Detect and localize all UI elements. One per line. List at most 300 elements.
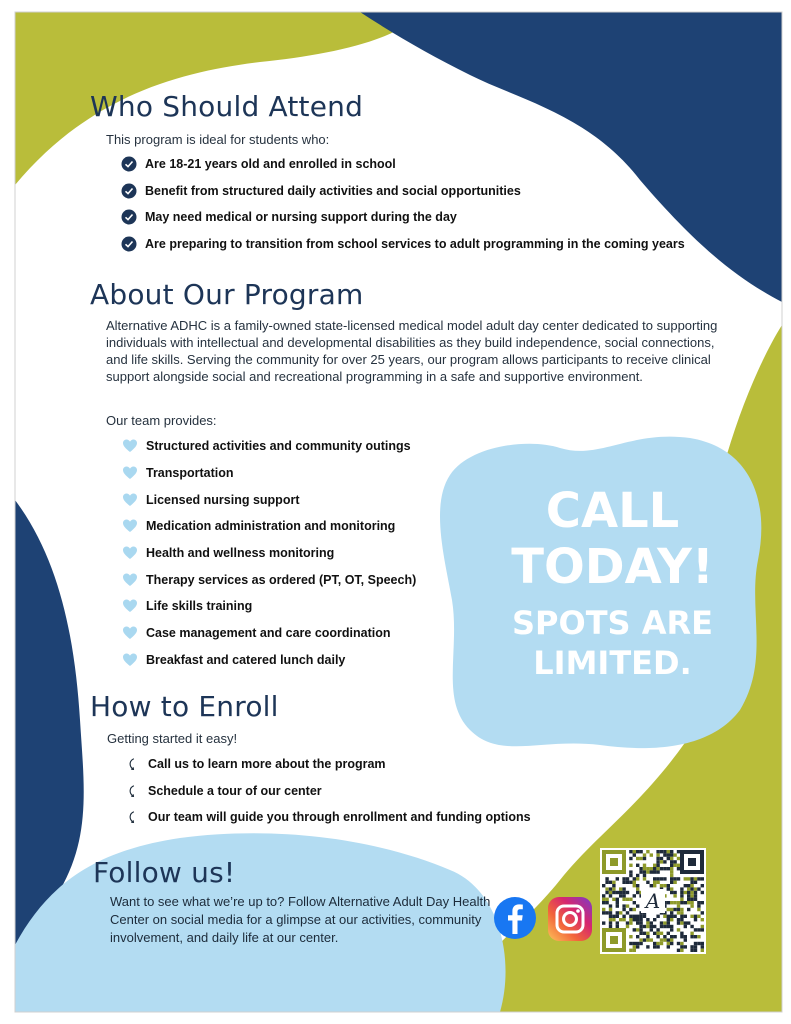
qr-module: [701, 949, 704, 952]
qr-module: [680, 945, 683, 948]
heart-icon: [122, 465, 138, 481]
heart-icon: [122, 518, 138, 534]
qr-module: [684, 945, 687, 948]
check-circle-icon: [121, 236, 137, 252]
list-item: [121, 204, 685, 231]
qr-module: [697, 928, 700, 931]
qr-module: [697, 915, 700, 918]
qr-module: [663, 921, 666, 924]
qr-module: [656, 864, 659, 867]
qr-module: [694, 915, 697, 918]
qr-module: [697, 908, 700, 911]
qr-module: [622, 887, 625, 890]
qr-module: [639, 938, 642, 941]
qr-module: [680, 894, 683, 897]
qr-module: [629, 915, 632, 918]
qr-module: [616, 901, 619, 904]
qr-module: [690, 877, 693, 880]
qr-module: [684, 935, 687, 938]
qr-module: [690, 915, 693, 918]
qr-module: [680, 935, 683, 938]
qr-module: [690, 901, 693, 904]
qr-module: [626, 898, 629, 901]
qr-module: [660, 877, 663, 880]
list-item: [121, 231, 685, 258]
qr-module: [701, 945, 704, 948]
qr-module: [663, 925, 666, 928]
qr-module: [694, 918, 697, 921]
step-text: Call us to learn more about the program: [148, 757, 386, 772]
qr-module: [616, 925, 619, 928]
qr-module: [684, 921, 687, 924]
qr-module: [619, 894, 622, 897]
qr-module: [701, 942, 704, 945]
qr-module: [602, 921, 605, 924]
qr-module: [697, 887, 700, 890]
qr-module: [656, 881, 659, 884]
qr-module: [646, 932, 649, 935]
heart-icon: [122, 652, 138, 668]
qr-module: [656, 915, 659, 918]
qr-module: [629, 874, 632, 877]
qr-module: [670, 887, 673, 890]
qr-module: [670, 860, 673, 863]
list-item: [122, 513, 416, 540]
cta-line-3: SPOTS ARE: [512, 604, 713, 642]
qr-module: [670, 874, 673, 877]
qr-module: [622, 877, 625, 880]
heart-icon: [122, 492, 138, 508]
qr-module: [663, 935, 666, 938]
qr-module: [622, 881, 625, 884]
qr-module: [656, 877, 659, 880]
qr-module: [609, 891, 612, 894]
qr-module: [670, 877, 673, 880]
qr-module: [639, 942, 642, 945]
qr-module: [646, 867, 649, 870]
qr-module: [677, 918, 680, 921]
qr-module: [663, 867, 666, 870]
check-circle-icon: [121, 209, 137, 225]
curved-arrow-icon: [126, 783, 140, 799]
qr-module: [633, 884, 636, 887]
qr-module: [697, 904, 700, 907]
qr-module: [701, 884, 704, 887]
qr-module: [701, 918, 704, 921]
qr-module: [690, 887, 693, 890]
enroll-intro: Getting started it easy!: [107, 731, 238, 746]
about-title: About Our Program: [90, 278, 364, 311]
qr-module: [636, 887, 639, 890]
list-item: [122, 566, 416, 593]
qr-module: [650, 870, 653, 873]
qr-module: [687, 887, 690, 890]
qr-module: [629, 881, 632, 884]
qr-module: [650, 921, 653, 924]
qr-module: [643, 874, 646, 877]
list-item: [121, 178, 685, 205]
qr-module: [690, 935, 693, 938]
qr-module: [660, 942, 663, 945]
qr-module: [670, 915, 673, 918]
qr-module: [663, 853, 666, 856]
qr-module: [687, 884, 690, 887]
qr-module: [605, 911, 608, 914]
qr-module: [653, 867, 656, 870]
qr-module: [639, 870, 642, 873]
qr-module: [636, 918, 639, 921]
qr-module: [677, 904, 680, 907]
qr-module: [626, 921, 629, 924]
qr-module: [673, 894, 676, 897]
call-to-action: [460, 483, 765, 683]
qr-module: [602, 908, 605, 911]
qr-module: [633, 881, 636, 884]
qr-module: [626, 891, 629, 894]
qr-module: [653, 945, 656, 948]
qr-module: [609, 908, 612, 911]
qr-module: [643, 915, 646, 918]
qr-module: [684, 884, 687, 887]
qr-module: [629, 949, 632, 952]
qr-module: [619, 918, 622, 921]
qr-module: [636, 874, 639, 877]
heart-icon: [122, 625, 138, 641]
qr-module: [694, 949, 697, 952]
qr-module: [636, 935, 639, 938]
qr-module: [701, 901, 704, 904]
qr-module: [612, 891, 615, 894]
who-item-text: May need medical or nursing support during the day: [145, 210, 457, 225]
qr-module: [667, 938, 670, 941]
qr-module: [680, 908, 683, 911]
qr-module: [612, 918, 615, 921]
qr-module: [605, 881, 608, 884]
qr-module: [609, 918, 612, 921]
qr-module: [636, 942, 639, 945]
who-title: Who Should Attend: [90, 90, 364, 123]
qr-module: [701, 925, 704, 928]
qr-module: [633, 942, 636, 945]
qr-module: [660, 860, 663, 863]
qr-module: [605, 901, 608, 904]
qr-module: [677, 864, 680, 867]
qr-module: [667, 867, 670, 870]
qr-module: [605, 891, 608, 894]
list-item: [122, 620, 416, 647]
qr-module: [697, 942, 700, 945]
qr-module: [677, 911, 680, 914]
who-list: [121, 151, 685, 257]
heart-icon: [122, 572, 138, 588]
service-text: Breakfast and catered lunch daily: [146, 652, 346, 667]
qr-module: [626, 904, 629, 907]
qr-module: [687, 891, 690, 894]
qr-module: [656, 942, 659, 945]
service-text: Therapy services as ordered (PT, OT, Speech): [146, 572, 417, 587]
qr-module: [616, 877, 619, 880]
qr-module: [602, 898, 605, 901]
qr-module: [680, 898, 683, 901]
qr-module: [616, 921, 619, 924]
qr-module: [609, 915, 612, 918]
qr-module: [646, 925, 649, 928]
qr-code[interactable]: [600, 848, 706, 954]
cta-line-2: TODAY!: [511, 539, 714, 595]
list-item: [122, 486, 416, 513]
qr-module: [643, 867, 646, 870]
qr-module: [629, 898, 632, 901]
qr-module: [656, 850, 659, 853]
qr-module: [687, 901, 690, 904]
qr-module: [663, 860, 666, 863]
qr-module: [670, 901, 673, 904]
qr-module: [643, 925, 646, 928]
step-text: Our team will guide you through enrollment and funding options: [148, 810, 531, 825]
qr-module: [687, 877, 690, 880]
qr-module: [684, 901, 687, 904]
qr-module: [636, 877, 639, 880]
instagram-icon[interactable]: [547, 896, 593, 942]
qr-module: [639, 932, 642, 935]
qr-module: [622, 915, 625, 918]
service-text: Life skills training: [146, 599, 253, 614]
qr-module: [646, 938, 649, 941]
qr-module: [633, 853, 636, 856]
qr-module: [622, 904, 625, 907]
curved-arrow-icon: [126, 809, 140, 825]
qr-module: [690, 925, 693, 928]
qr-module: [680, 918, 683, 921]
qr-module: [670, 928, 673, 931]
qr-module: [680, 911, 683, 914]
qr-module: [629, 908, 632, 911]
qr-module: [687, 898, 690, 901]
qr-module: [667, 921, 670, 924]
qr-module: [609, 894, 612, 897]
qr-module: [629, 864, 632, 867]
qr-module: [629, 870, 632, 873]
list-item: [126, 751, 531, 778]
qr-module: [636, 915, 639, 918]
qr-module: [673, 908, 676, 911]
qr-module: [694, 928, 697, 931]
qr-module: [667, 915, 670, 918]
qr-module: [663, 915, 666, 918]
qr-module: [616, 911, 619, 914]
qr-module: [653, 942, 656, 945]
qr-module: [653, 918, 656, 921]
qr-module: [660, 850, 663, 853]
qr-module: [650, 938, 653, 941]
qr-module: [633, 928, 636, 931]
qr-module: [602, 884, 605, 887]
qr-module: [690, 894, 693, 897]
who-item-text: Benefit from structured daily activities and social opportunities: [145, 183, 521, 198]
service-text: Licensed nursing support: [146, 492, 300, 507]
qr-module: [677, 877, 680, 880]
qr-module: [656, 945, 659, 948]
qr-module: [701, 911, 704, 914]
qr-module: [629, 857, 632, 860]
qr-module: [670, 857, 673, 860]
list-item: [122, 460, 416, 487]
qr-module: [643, 853, 646, 856]
qr-module: [660, 938, 663, 941]
step-text: Schedule a tour of our center: [148, 783, 322, 798]
qr-module: [670, 911, 673, 914]
qr-module: [616, 904, 619, 907]
services-list: [122, 433, 416, 673]
qr-module: [677, 867, 680, 870]
service-text: Structured activities and community outings: [146, 439, 411, 454]
qr-module: [694, 887, 697, 890]
qr-module: [667, 853, 670, 856]
qr-module: [643, 877, 646, 880]
qr-module: [677, 908, 680, 911]
qr-module: [670, 850, 673, 853]
who-item-text: Are preparing to transition from school services to adult programming in the coming years: [145, 236, 685, 251]
team-intro: Our team provides:: [106, 413, 217, 428]
qr-module: [636, 891, 639, 894]
qr-module: [667, 850, 670, 853]
qr-module: [667, 884, 670, 887]
qr-module: [690, 904, 693, 907]
qr-module: [633, 908, 636, 911]
qr-module: [605, 887, 608, 890]
qr-module: [670, 935, 673, 938]
qr-module: [612, 887, 615, 890]
qr-module: [680, 942, 683, 945]
qr-module: [673, 877, 676, 880]
qr-module: [663, 884, 666, 887]
qr-module: [690, 945, 693, 948]
qr-module: [660, 925, 663, 928]
qr-module: [670, 891, 673, 894]
qr-module: [670, 942, 673, 945]
qr-module: [629, 942, 632, 945]
qr-module: [605, 898, 608, 901]
qr-module: [633, 877, 636, 880]
qr-module: [680, 887, 683, 890]
list-item: [126, 778, 531, 805]
qr-module: [619, 911, 622, 914]
qr-module: [684, 877, 687, 880]
qr-module: [636, 884, 639, 887]
qr-module: [670, 925, 673, 928]
qr-module: [653, 884, 656, 887]
qr-module: [690, 932, 693, 935]
qr-module: [684, 938, 687, 941]
qr-module: [667, 945, 670, 948]
qr-module: [609, 881, 612, 884]
qr-module: [680, 901, 683, 904]
qr-module: [673, 881, 676, 884]
service-text: Health and wellness monitoring: [146, 546, 335, 561]
service-text: Medication administration and monitoring: [146, 519, 396, 534]
qr-module: [629, 935, 632, 938]
qr-module: [602, 894, 605, 897]
qr-module: [636, 850, 639, 853]
check-circle-icon: [121, 183, 137, 199]
qr-module: [660, 867, 663, 870]
qr-module: [670, 881, 673, 884]
who-item-text: Are 18-21 years old and enrolled in school: [145, 157, 396, 172]
qr-module: [639, 918, 642, 921]
qr-module: [673, 901, 676, 904]
qr-module: [646, 870, 649, 873]
qr-module: [694, 881, 697, 884]
qr-module: [670, 853, 673, 856]
qr-module: [694, 942, 697, 945]
qr-module: [609, 921, 612, 924]
qr-module: [636, 864, 639, 867]
qr-module: [636, 945, 639, 948]
qr-module: [646, 918, 649, 921]
qr-module: [680, 891, 683, 894]
qr-module: [646, 881, 649, 884]
qr-module: [677, 921, 680, 924]
qr-module: [612, 915, 615, 918]
qr-module: [694, 877, 697, 880]
qr-module: [680, 921, 683, 924]
service-text: Case management and care coordination: [146, 626, 391, 641]
qr-module: [633, 915, 636, 918]
qr-module: [660, 884, 663, 887]
qr-module: [629, 850, 632, 853]
heart-icon: [122, 598, 138, 614]
qr-module: [677, 850, 680, 853]
qr-module: [633, 945, 636, 948]
qr-module: [626, 881, 629, 884]
qr-module: [622, 898, 625, 901]
qr-module: [650, 853, 653, 856]
qr-module: [626, 877, 629, 880]
qr-module: [670, 918, 673, 921]
qr-module: [680, 949, 683, 952]
qr-module: [616, 891, 619, 894]
enroll-title: How to Enroll: [90, 690, 279, 723]
qr-module: [636, 928, 639, 931]
qr-module: [612, 898, 615, 901]
qr-module: [609, 911, 612, 914]
qr-module: [694, 891, 697, 894]
qr-module: [667, 932, 670, 935]
qr-module: [643, 857, 646, 860]
qr-module: [643, 938, 646, 941]
qr-module: [677, 942, 680, 945]
facebook-icon[interactable]: [493, 896, 537, 940]
qr-module: [667, 918, 670, 921]
qr-module: [633, 918, 636, 921]
qr-module: [643, 932, 646, 935]
follow-text: Want to see what we’re up to? Follow Alternative Adult Day Health Center on social media for a glimpse at our activities, community involvement, and daily life at our center.: [110, 894, 491, 945]
qr-module: [687, 921, 690, 924]
qr-module: [667, 908, 670, 911]
qr-module: [653, 870, 656, 873]
qr-module: [690, 949, 693, 952]
qr-module: [622, 894, 625, 897]
qr-module: [602, 901, 605, 904]
qr-module: [622, 918, 625, 921]
qr-module: [660, 857, 663, 860]
qr-module: [663, 850, 666, 853]
qr-module: [694, 945, 697, 948]
qr-module: [677, 857, 680, 860]
qr-module: [656, 853, 659, 856]
qr-module: [639, 857, 642, 860]
qr-module: [667, 942, 670, 945]
